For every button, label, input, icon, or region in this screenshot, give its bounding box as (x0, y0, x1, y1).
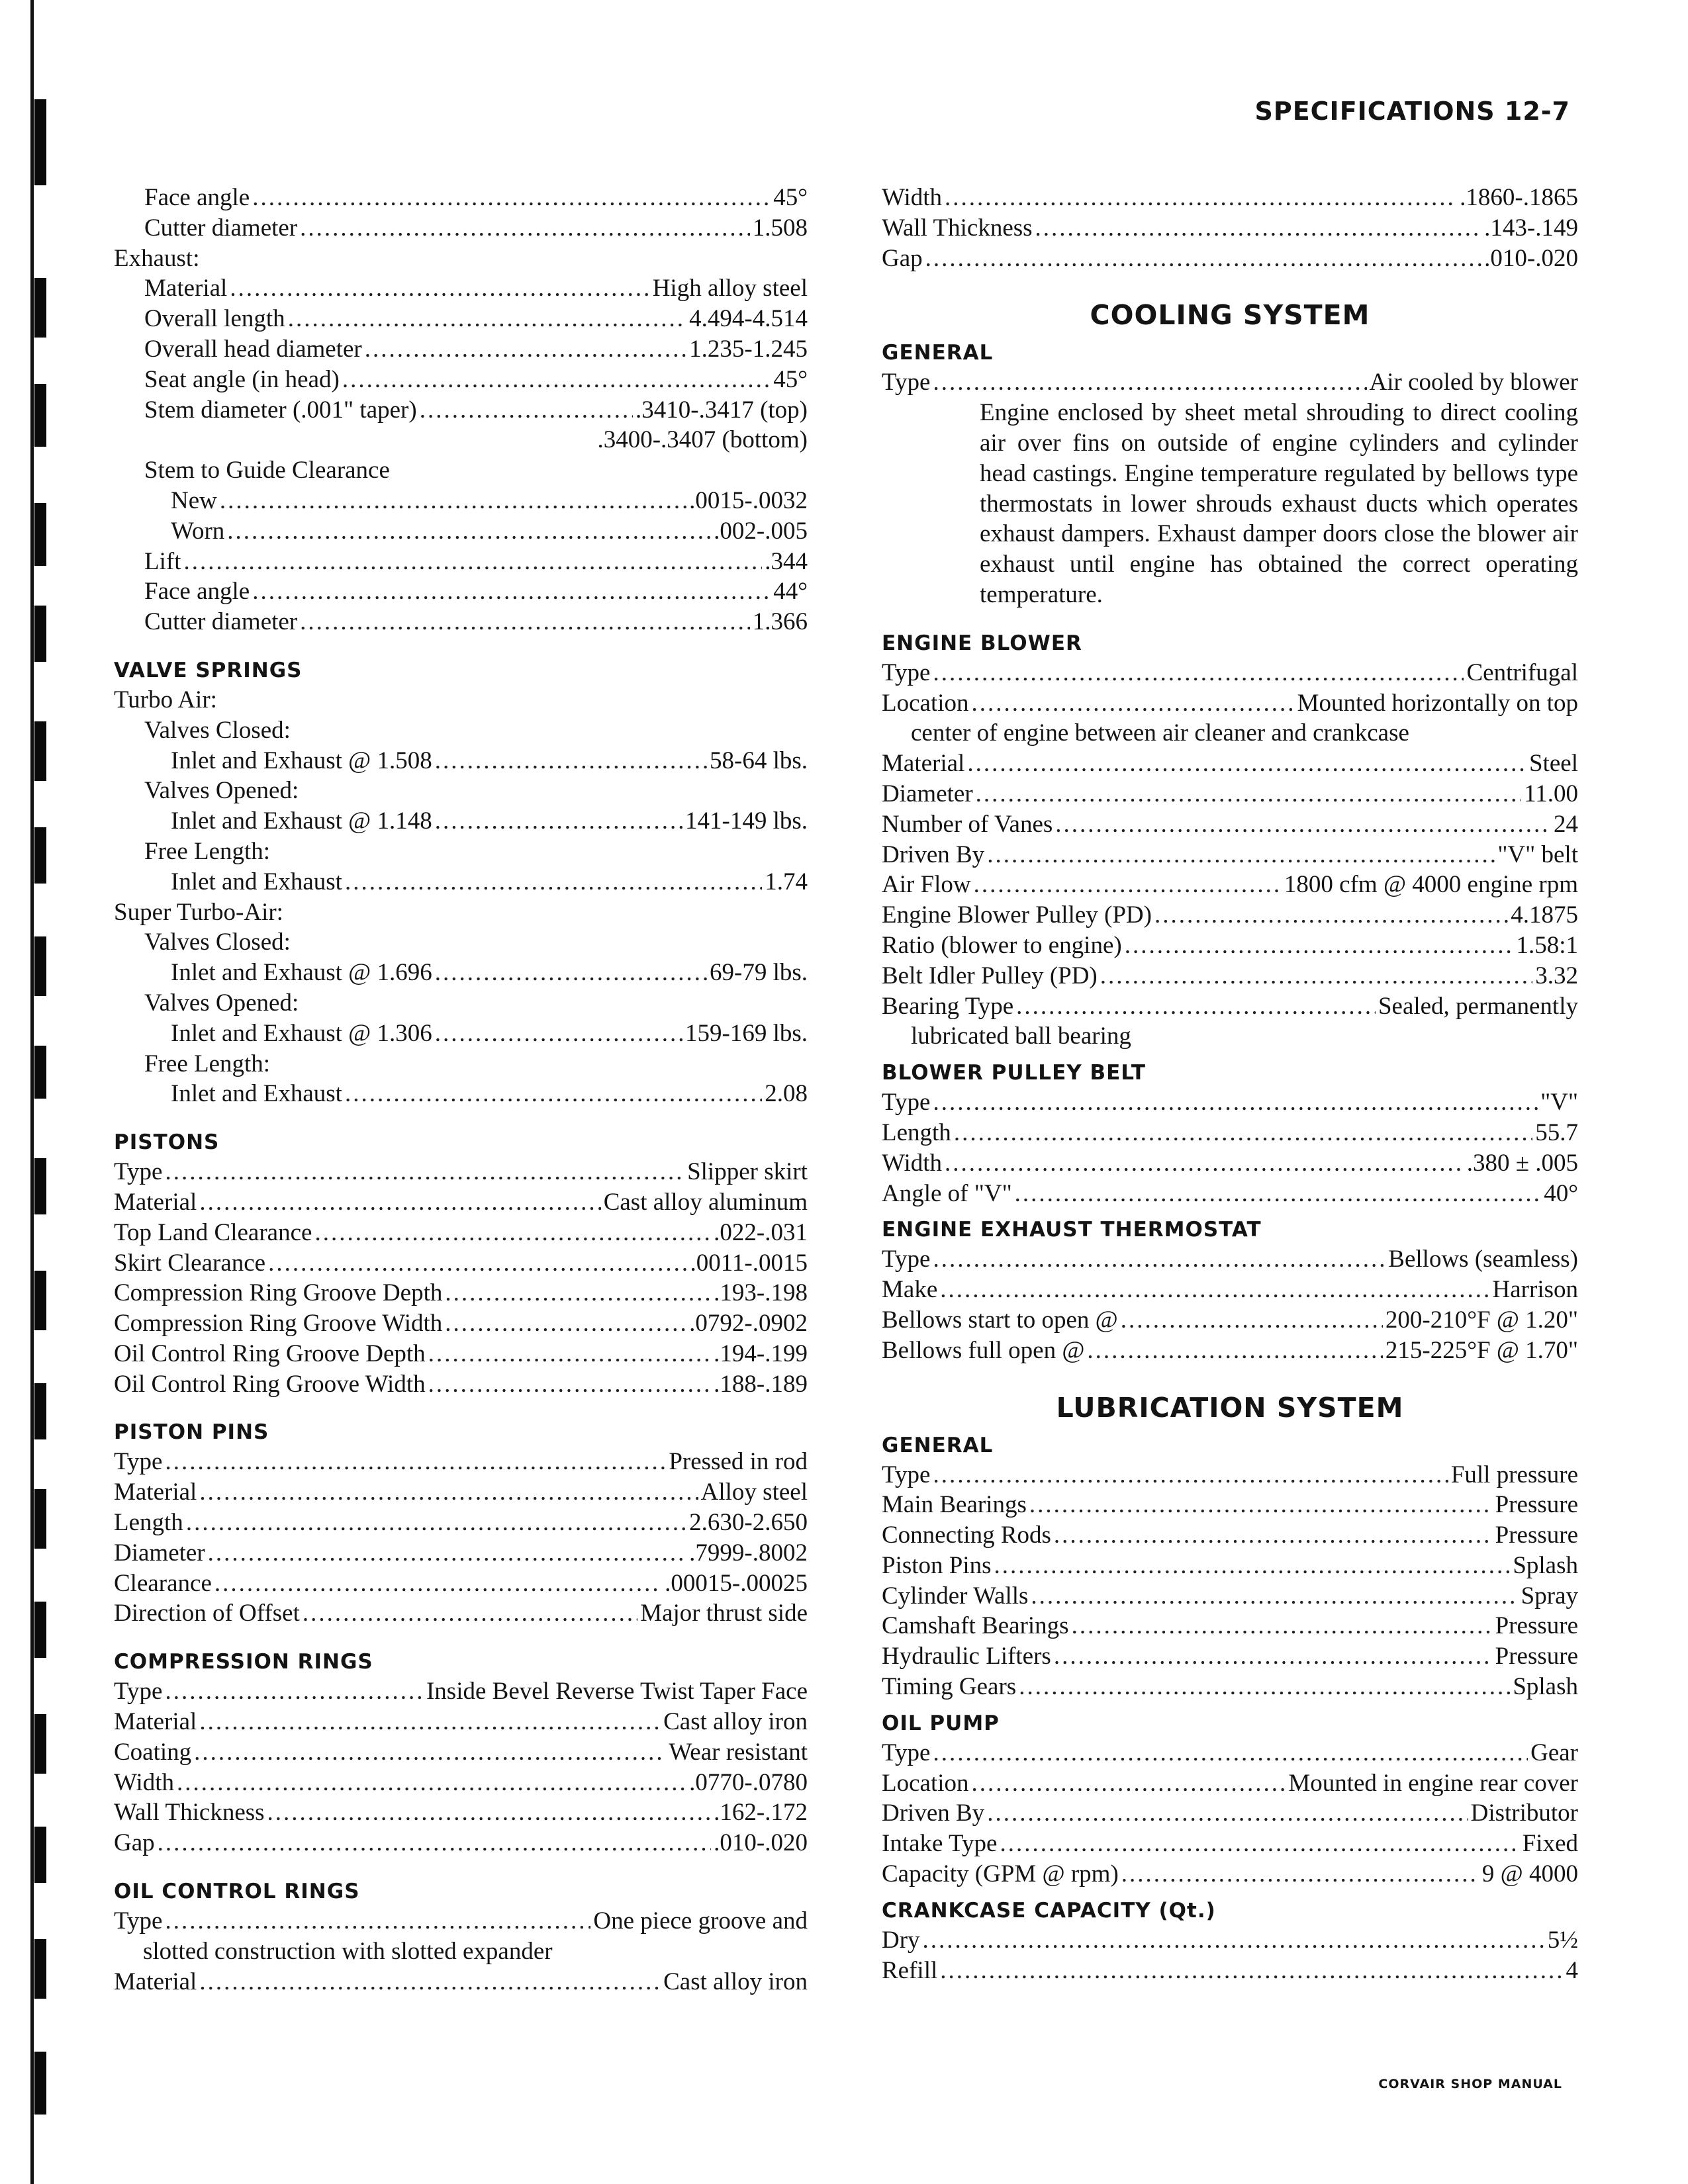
spec-row: Engine Blower Pulley (PD) ..... 4.1875 (882, 900, 1578, 931)
spec-row: Face angle ..... 44° (114, 576, 808, 607)
spec-row: Wall Thickness ..... .162-.172 (114, 1797, 808, 1828)
spec-row: Material ..... Alloy steel (114, 1477, 808, 1508)
spec-row: Ratio (blower to engine) ..... 1.58:1 (882, 931, 1578, 961)
spec-row: Type ..... "V" (882, 1087, 1578, 1118)
spec-row: Diameter ..... 11.00 (882, 779, 1578, 809)
spec-row: Cutter diameter ..... 1.366 (114, 607, 808, 637)
spec-row: Type ..... One piece groove and (114, 1906, 808, 1936)
valves-opened-label: Valves Opened: (144, 777, 299, 805)
spec-row: Inlet and Exhaust ..... 1.74 (114, 867, 808, 897)
spec-row: Material ..... Cast alloy aluminum (114, 1187, 808, 1218)
footer-manual-title: CORVAIR SHOP MANUAL (1378, 2077, 1562, 2091)
spec-row: Bearing Type ..... Sealed, permanently (882, 991, 1578, 1022)
spec-row: Type ..... Air cooled by blower (882, 367, 1578, 398)
section-heading-valve-springs: VALVE SPRINGS (114, 658, 303, 682)
section-heading-piston-pins: PISTON PINS (114, 1420, 269, 1445)
binding-tab (34, 2052, 46, 2115)
section-heading-exhaust-thermostat: ENGINE EXHAUST THERMOSTAT (882, 1218, 1262, 1242)
spec-row: Overall head diameter ..... 1.235-1.245 (114, 334, 808, 365)
spec-continuation: center of engine between air cleaner and crankcase (911, 719, 1409, 747)
section-title-lubrication-system: LUBRICATION SYSTEM (1056, 1391, 1404, 1424)
binding-tab (34, 1271, 46, 1330)
spec-row: Coating ..... Wear resistant (114, 1737, 808, 1768)
spec-row: Gap ..... .010-.020 (882, 244, 1578, 274)
binding-tab (34, 384, 46, 447)
spec-row: Lift ..... .344 (114, 547, 808, 577)
section-heading-compression-rings: COMPRESSION RINGS (114, 1650, 373, 1674)
spec-row: Diameter ..... .7999-.8002 (114, 1538, 808, 1569)
spec-row: Material ..... High alloy steel (114, 273, 808, 304)
binding-tab (34, 1714, 46, 1774)
binding-tab (34, 1046, 46, 1099)
spec-row: Type ..... Gear (882, 1738, 1578, 1768)
spec-row: Direction of Offset ..... Major thrust side (114, 1598, 808, 1629)
spec-row: Overall length ..... 4.494-4.514 (114, 304, 808, 334)
spec-row: Oil Control Ring Groove Width ..... .188-.189 (114, 1369, 808, 1400)
binding-tab (34, 99, 46, 185)
binding-spine (30, 0, 34, 2184)
subheading-general: GENERAL (882, 341, 994, 365)
section-heading-oil-pump: OIL PUMP (882, 1711, 1000, 1735)
free-length-label: Free Length: (144, 837, 271, 865)
spec-row: Angle of "V" ..... 40° (882, 1179, 1578, 1209)
stem-guide-label: Stem to Guide Clearance (144, 457, 390, 484)
binding-tab (34, 721, 46, 781)
spec-row: Inlet and Exhaust ..... 2.08 (114, 1079, 808, 1109)
spec-row: Make ..... Harrison (882, 1275, 1578, 1305)
spec-row: Material ..... Cast alloy iron (114, 1967, 808, 1997)
free-length-label: Free Length: (144, 1050, 271, 1077)
section-title-cooling-system: COOLING SYSTEM (1090, 299, 1370, 332)
binding-tab (34, 1827, 46, 1883)
spec-row: New ..... .0015-.0032 (114, 486, 808, 516)
spec-row: Worn ..... .002-.005 (114, 516, 808, 547)
spec-row: Air Flow ..... 1800 cfm @ 4000 engine rpm (882, 870, 1578, 900)
subheading-general: GENERAL (882, 1433, 994, 1457)
spec-row: Hydraulic Lifters ..... Pressure (882, 1641, 1578, 1672)
spec-row: Width ..... .380 ± .005 (882, 1148, 1578, 1179)
spec-row: Length ..... 2.630-2.650 (114, 1508, 808, 1538)
spec-row: Camshaft Bearings ..... Pressure (882, 1611, 1578, 1641)
binding-tab (34, 1939, 46, 1999)
turbo-air-label: Turbo Air: (114, 686, 217, 713)
spec-row: Belt Idler Pulley (PD) ..... 3.32 (882, 961, 1578, 991)
spec-row: Compression Ring Groove Width ..... .0792-.0902 (114, 1308, 808, 1339)
right-column (882, 183, 1578, 1985)
binding-tab (34, 1383, 46, 1439)
binding-tab (34, 278, 46, 338)
spec-row: Oil Control Ring Groove Depth ..... .194-.199 (114, 1339, 808, 1369)
cooling-description: Engine enclosed by sheet metal shrouding to direct cooling air over fins on outside of engine cylinders and cylinder head castings. Engine temperature regulated by bellows type thermostats in lower shrouds exhaust ducts which operates exhaust dampers. Exhaust damper doors close the blower air exhaust until engine has obtained the correct operating temperature. (980, 399, 1578, 608)
spec-row: Capacity (GPM @ rpm) ..... 9 @ 4000 (882, 1859, 1578, 1889)
spec-row: Gap ..... .010-.020 (114, 1828, 808, 1858)
spec-row: Inlet and Exhaust @ 1.508 ..... 58-64 lbs. (114, 746, 808, 776)
stem-bottom-value: .3400-.3407 (bottom) (597, 426, 808, 454)
binding-tab (34, 1602, 46, 1658)
binding-tab (34, 1489, 46, 1549)
left-column (114, 183, 808, 1997)
spec-row: Cylinder Walls ..... Spray (882, 1581, 1578, 1612)
spec-row: Piston Pins ..... Splash (882, 1551, 1578, 1581)
spec-continuation: lubricated ball bearing (911, 1023, 1131, 1050)
spec-row: Width ..... .1860-.1865 (882, 183, 1578, 213)
spec-row: Bellows full open @ ..... 215-225°F @ 1.70" (882, 1336, 1578, 1366)
section-heading-engine-blower: ENGINE BLOWER (882, 631, 1082, 655)
spec-row: Face angle ..... 45° (114, 183, 808, 213)
spec-row: Bellows start to open @ ..... 200-210°F @ 1.20" (882, 1305, 1578, 1336)
section-heading-blower-pulley-belt: BLOWER PULLEY BELT (882, 1061, 1147, 1085)
valves-opened-label: Valves Opened: (144, 989, 299, 1017)
spec-row: Wall Thickness ..... .143-.149 (882, 213, 1578, 244)
spec-row: Clearance ..... .00015-.00025 (114, 1569, 808, 1599)
spec-row: Connecting Rods ..... Pressure (882, 1520, 1578, 1551)
exhaust-label: Exhaust: (114, 244, 200, 272)
spec-row: Width ..... .0770-.0780 (114, 1768, 808, 1798)
spec-row: Type ..... Bellows (seamless) (882, 1244, 1578, 1275)
spec-row: Number of Vanes ..... 24 (882, 809, 1578, 840)
binding-tab (34, 606, 46, 662)
super-turbo-air-label: Super Turbo-Air: (114, 898, 283, 926)
spec-row: Inlet and Exhaust @ 1.148 ..... 141-149 lbs. (114, 806, 808, 837)
spec-row: Driven By ..... Distributor (882, 1798, 1578, 1829)
spec-row: Inlet and Exhaust @ 1.306 ..... 159-169 lbs. (114, 1019, 808, 1049)
valves-closed-label: Valves Closed: (144, 929, 291, 956)
binding-tab (34, 503, 46, 566)
section-heading-crankcase-capacity: CRANKCASE CAPACITY (Qt.) (882, 1898, 1216, 1923)
spec-row: Refill ..... 4 (882, 1956, 1578, 1986)
section-heading-oil-control-rings: OIL CONTROL RINGS (114, 1880, 360, 1904)
spec-row: Driven By ..... "V" belt (882, 840, 1578, 870)
spec-row: Inlet and Exhaust @ 1.696 ..... 69-79 lbs. (114, 958, 808, 988)
spec-row: Location ..... Mounted horizontally on top (882, 688, 1578, 719)
spec-row: Type ..... Inside Bevel Reverse Twist Taper Face (114, 1676, 808, 1707)
spec-row: Main Bearings ..... Pressure (882, 1490, 1578, 1520)
spec-row: Type ..... Centrifugal (882, 658, 1578, 688)
spec-row: Top Land Clearance ..... .022-.031 (114, 1218, 808, 1248)
spec-row: Stem diameter (.001" taper) ..... .3410-.3417 (top) (114, 395, 808, 426)
spec-row: Length ..... 55.7 (882, 1118, 1578, 1148)
spec-row: Timing Gears ..... Splash (882, 1672, 1578, 1702)
spec-row: Type ..... Slipper skirt (114, 1157, 808, 1187)
spec-row: Type ..... Pressed in rod (114, 1447, 808, 1477)
spec-row: Material ..... Cast alloy iron (114, 1707, 808, 1737)
spec-row: Skirt Clearance ..... .0011-.0015 (114, 1248, 808, 1279)
binding-edge (25, 0, 52, 2184)
binding-tab (34, 1158, 46, 1214)
spec-row: Type ..... Full pressure (882, 1460, 1578, 1490)
section-heading-pistons: PISTONS (114, 1130, 220, 1155)
spec-row: Location ..... Mounted in engine rear cover (882, 1768, 1578, 1799)
binding-tab (34, 936, 46, 996)
spec-row: Seat angle (in head) ..... 45° (114, 365, 808, 395)
spec-row: Material ..... Steel (882, 749, 1578, 779)
valves-closed-label: Valves Closed: (144, 716, 291, 744)
running-head: SPECIFICATIONS 12-7 (1254, 97, 1570, 126)
binding-tab (34, 827, 46, 884)
spec-row: Cutter diameter ..... 1.508 (114, 213, 808, 244)
spec-row: Intake Type ..... Fixed (882, 1829, 1578, 1859)
spec-continuation: slotted construction with slotted expander (143, 1937, 553, 1965)
spec-row: Compression Ring Groove Depth ..... .193-.198 (114, 1278, 808, 1308)
spec-row: Dry ..... 5½ (882, 1925, 1578, 1956)
